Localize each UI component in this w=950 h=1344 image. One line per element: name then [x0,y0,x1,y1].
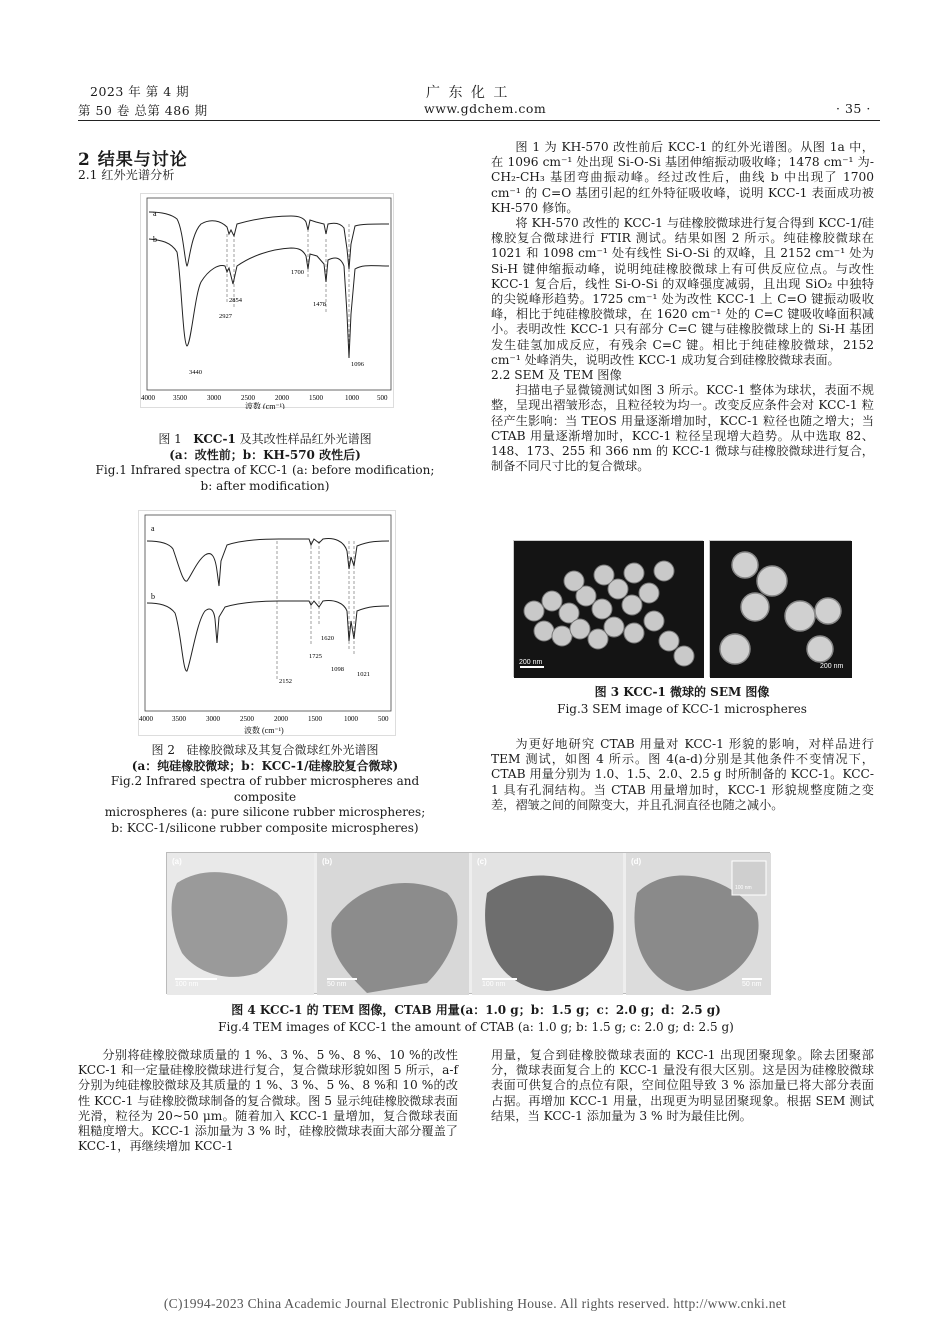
fig2-cap-en1: Fig.2 Infrared spectra of rubber microspheres and composite [110,774,420,804]
fig4-panel-label: (a) [172,857,182,866]
fig1-x-tick: 1500 [309,394,323,402]
fig1-x-tick: 500 [377,394,388,402]
fig4-panel-label: (c) [477,857,487,866]
fig1-cap-rest: 及其改性样品红外光谱图 [239,432,372,446]
page-number: · 35 · [836,101,871,116]
figure-3-caption-cn: 图 3 KCC-1 微球的 SEM 图像 [594,685,770,699]
fig2-x-tick: 1000 [344,715,358,723]
journal-name: 广 东 化 工 [426,85,510,101]
paragraph: 分别将硅橡胶微球质量的 1 %、3 %、5 %、8 %、10 %的改性 KCC-1 和一定量硅橡胶微球进行复合，复合微球形貌如图 5 所示，a-f 分别为纯硅橡胶微球及其质量的 1 %、3 %、5 %、8 %和 10 %的改性 KCC-1 与硅橡胶微球制备的复合微球。图 5 显示纯硅橡胶微球表面光滑，粒径为 20~50 μm。随着加入 KCC-1 量增加，复合微球表面粗糙度增大。KCC-1 添加量为 3 % 时，硅橡胶微球表面大部分覆盖了 KCC-1，再继续增加 KCC-1 [78,1048,458,1154]
fig2-peak-label: 2152 [279,678,292,685]
figure-4-tem-image [166,852,770,994]
fig1-cap-line2: (a：改性前；b：KH-570 改性后) [169,447,361,462]
figure-1-chart [140,193,394,408]
fig2-x-tick: 3000 [206,715,220,723]
fig4-panel-label: (b) [322,857,333,866]
fig1-x-tick: 4000 [141,394,155,402]
fig2-peak-label: 1021 [357,671,370,678]
fig2-x-axis-label: 波数 (cm⁻¹) [244,726,284,735]
fig4-inset-scale-label: 100 nm [735,885,752,891]
fig3-scale-bar-2: 200 nm [820,663,844,670]
fig1-curve-a-label: a [153,209,157,218]
fig3-scale-bar-1: 200 nm [519,659,543,666]
bottom-left-column [78,1048,458,1154]
fig4-panel-label: (d) [631,857,642,866]
journal-website[interactable]: www.gdchem.com [424,101,547,116]
fig4-scale-label: 50 nm [327,981,347,988]
subsection-ir-title: 2.1 红外光谱分析 [78,168,175,182]
fig1-cap-bold: KCC-1 [193,432,236,446]
fig2-x-tick: 3500 [172,715,186,723]
fig1-x-tick: 1000 [345,394,359,402]
volume-label: 第 50 卷 总第 486 期 [78,103,208,118]
fig2-curve-a-label: a [151,524,155,533]
fig1-peak-label: 1096 [351,361,364,368]
fig1-x-tick: 3500 [173,394,187,402]
fig2-peak-label: 1098 [331,666,344,673]
figure-3-sem-image-left [513,540,703,677]
fig2-cap-line2: (a：纯硅橡胶微球；b：KCC-1/硅橡胶复合微球) [131,758,399,773]
fig4-scale-label: 100 nm [175,981,199,988]
fig1-peak-label: 1700 [291,269,304,276]
fig2-curve-b-label: b [151,592,155,601]
fig2-peak-label: 1725 [309,653,322,660]
fig2-peak-label: 1620 [321,635,334,642]
paragraph: 用量，复合到硅橡胶微球表面的 KCC-1 出现团聚现象。除去团聚部分，微球表面复合上的 KCC-1 量没有很大区别。这是因为硅橡胶微球表面可供复合的点位有限，空间位阻导致 3 % 添加量已将大部分表面占据。再增加 KCC-1 用量，出现更为明显团聚现象。根据 SEM 测试结果，当 KCC-1 添加量为 3 % 时为最佳比例。 [491,1048,874,1123]
fig1-x-axis-label: 波数 (cm⁻¹) [245,402,285,409]
figure-3-sem-image-right [709,540,851,677]
right-column-text [491,140,874,474]
issue-label: 2023 年 第 4 期 [90,84,190,99]
fig2-cap-en3: b: KCC-1/silicone rubber composite microspheres) [111,820,419,835]
figure-3-caption-en: Fig.3 SEM image of KCC-1 microspheres [557,702,807,716]
right-column-text-2 [491,737,874,813]
figure-4-caption-en: Fig.4 TEM images of KCC-1 the amount of CTAB (a: 1.0 g; b: 1.5 g; c: 2.0 g; d: 2.5 g) [218,1020,734,1034]
fig2-cap-rest: 硅橡胶微球及其复合微球红外光谱图 [186,743,379,757]
fig2-x-tick: 4000 [139,715,153,723]
fig1-cap-en2: b: after modification) [200,478,330,493]
fig1-peak-label: 2927 [219,313,232,320]
copyright-footer: (C)1994-2023 China Academic Journal Electronic Publishing House. All rights reserved. http://www.cnki.net [163,1296,787,1311]
paragraph: 将 KH-570 改性的 KCC-1 与硅橡胶微球进行复合得到 KCC-1/硅橡胶复合微球进行 FTIR 测试。结果如图 2 所示。纯硅橡胶微球在 1021 和 1098 cm⁻¹ 处有线性 Si-O-Si 的双峰，且 2152 cm⁻¹ 处为 Si-H 键伸缩振动峰，说明纯硅橡胶微球上有可供反应位点。与改性 KCC-1 复合后，线性 Si-O-Si 的双峰强度减弱，且出现 SiO₂ 中独特的尖锐峰形趋势。1725 cm⁻¹ 处为改性 KCC-1 上 C=O 键振动吸收峰，相比于纯硅橡胶微球，在 1620 cm⁻¹ 处的 C=C 键吸收峰面积减小。表明改性 KCC-1 只有部分 C=C 键与硅橡胶微球上的 Si-H 基团发生硅氢加成反应，有残余 C=C 键。相比于纯硅橡胶微球，2152 cm⁻¹ 处峰消失，说明改性 KCC-1 成功复合到硅橡胶微球表面。 [491,216,874,367]
fig1-x-tick: 2000 [275,394,289,402]
paragraph: 图 1 为 KH-570 改性前后 KCC-1 的红外光谱图。从图 1a 中，在 1096 cm⁻¹ 处出现 Si-O-Si 基团伸缩振动吸收峰；1478 cm⁻¹ 为-CH₂-CH₃ 基团弯曲振动峰。经过改性后，曲线 b 中出现了 1700 cm⁻¹ 的 C=O 基团引起的红外特征吸收峰，说明 KCC-1 表面成功被 KH-570 修饰。 [491,140,874,215]
fig2-x-tick: 500 [378,715,389,723]
figure-2-chart [138,510,396,736]
fig2-cap-num: 图 2 [151,743,175,757]
fig2-x-tick: 1500 [308,715,322,723]
fig1-cap-num: 图 1 [158,432,182,446]
fig1-peak-label: 3440 [189,369,202,376]
fig1-peak-label: 2854 [229,297,242,304]
section-title: 2 结果与讨论 [78,150,188,170]
fig1-peak-label: 1478 [313,301,326,308]
fig1-cap-en1: Fig.1 Infrared spectra of KCC-1 (a: before modification; [95,463,435,477]
figure-4-caption-cn: 图 4 KCC-1 的 TEM 图像，CTAB 用量(a：1.0 g；b：1.5 g；c：2.0 g；d：2.5 g) [231,1003,721,1017]
fig4-scale-label: 100 nm [482,981,506,988]
fig2-x-tick: 2000 [274,715,288,723]
paragraph: 为更好地研究 CTAB 用量对 KCC-1 形貌的影响，对样品进行 TEM 测试，如图 4 所示。图 4(a-d)分别是其他条件不变情况下，CTAB 用量分别为 1.0、1.5、2.0、2.5 g 时所制备的 KCC-1。KCC-1 具有孔洞结构。当 CTAB 用量增加时，KCC-1 形貌规整度随之变差，褶皱之间的间隙变大，并且孔洞直径也随之减小。 [491,737,874,812]
fig1-x-tick: 3000 [207,394,221,402]
fig2-cap-en2: microspheres (a: pure silicone rubber microspheres; [104,805,426,819]
subsection-sem-title: 2.2 SEM 及 TEM 图像 [491,368,622,383]
header-rule [78,120,880,121]
fig2-x-tick: 2500 [240,715,254,723]
bottom-right-column [491,1048,874,1124]
fig4-scale-label: 50 nm [742,981,762,988]
fig1-x-tick: 2500 [241,394,255,402]
figure-1-caption [78,432,452,494]
paragraph: 扫描电子显微镜测试如图 3 所示。KCC-1 整体为球状，表面不规整，呈现出褶皱形态，且粒径较为均一。改变反应条件会对 KCC-1 粒径产生影响：当 TEOS 用量逐渐增加时，KCC-1 粒径也随之增大；当 CTAB 用量逐渐增加时，KCC-1 粒径呈现增大趋势。从中选取 82、148、173、255 和 366 nm 的 KCC-1 微球与硅橡胶微球进行复合，制备不同尺寸比的复合微球。 [491,383,874,474]
fig1-curve-b-label: b [153,235,157,244]
figure-2-caption [78,743,452,836]
